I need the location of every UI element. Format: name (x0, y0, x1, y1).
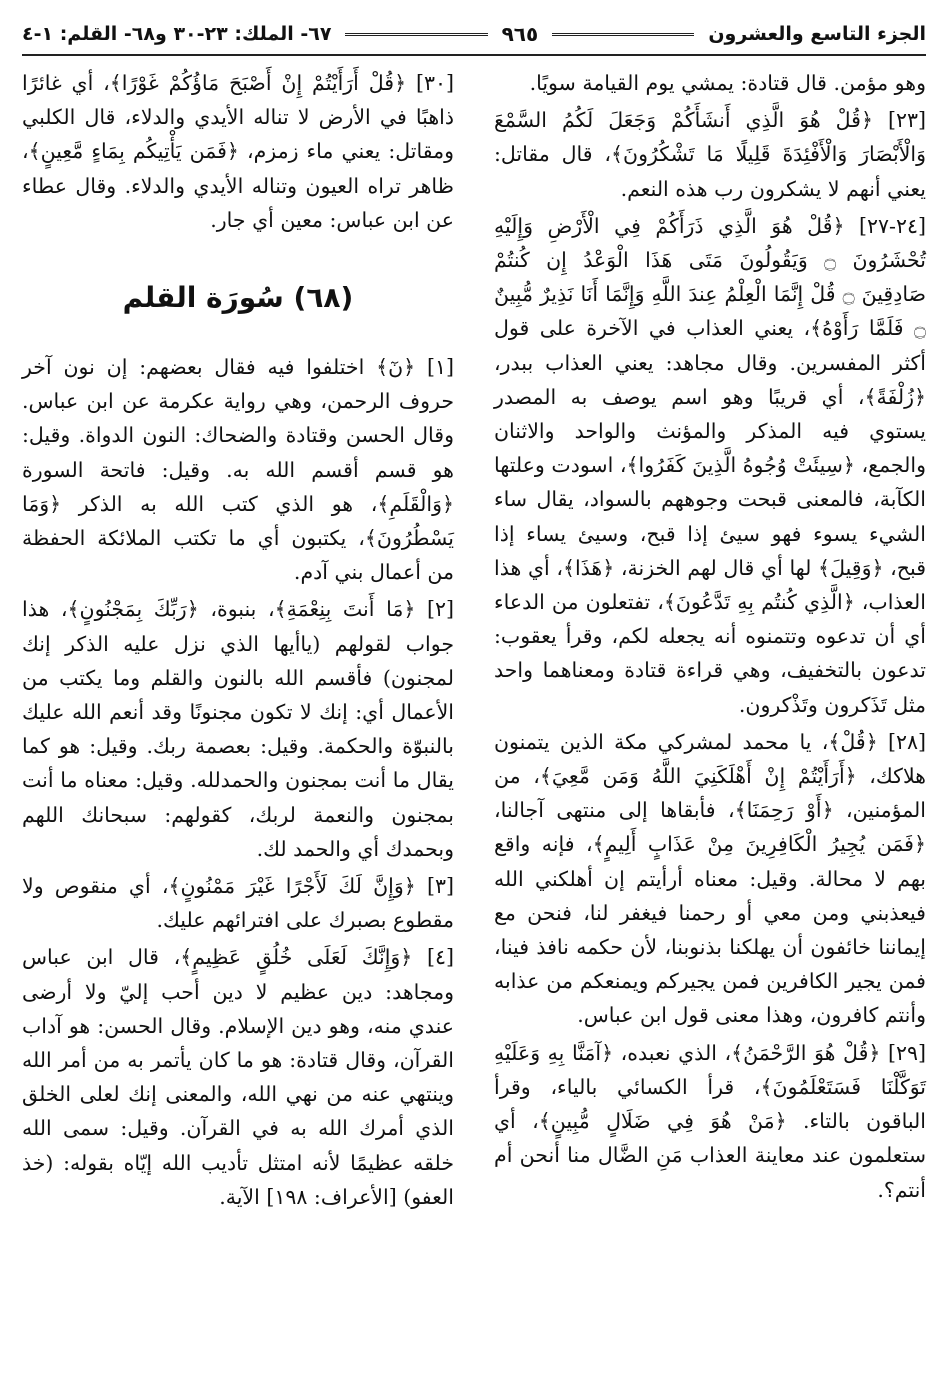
paragraph: وهو مؤمن. قال قتادة: يمشي يوم القيامة سويًا. (529, 71, 926, 95)
paragraph: [٢٤-٢٧] ﴿قُلْ هُوَ الَّذِي ذَرَأَكُمْ فِي الْأَرْضِ وَإِلَيْهِ تُحْشَرُونَ ۝ وَيَقُولُونَ مَتَى هَذَا الْوَعْدُ إِن كُنتُمْ صَادِقِينَ ۝ قُلْ إِنَّمَا الْعِلْمُ عِندَ اللَّهِ وَإِنَّمَا أَنَا نَذِيرٌ مُّبِينٌ ۝ فَلَمَّا رَأَوْهُ﴾، يعني العذاب في الآخرة على قول أكثر المفسرين. وقال مجاهد: يعني العذاب ببدر، ﴿زُلْفَةً﴾، أي قريبًا وهو اسم يوصف به المصدر يستوي فيه المذكر والمؤنث والواحد والاثنان والجمع، ﴿سِيئَتْ وُجُوهُ الَّذِينَ كَفَرُوا﴾، اسودت وعلتها الكآبة، فالمعنى قبحت وجوههم بالسواد، يقال ساء الشيء يسوء فهو سيئ إذا قبح، وسيئ يساء إذا قبح، ﴿وَقِيلَ﴾ لها أي قال لهم الخزنة، ﴿هَذَا﴾، أي هذا العذاب، ﴿الَّذِي كُنتُم بِهِ تَدَّعُونَ﴾، تفتعلون من الدعاء أي أن تدعوه وتتمنوه أنه يجعله لكم، وقرأ يعقوب: تدعون بالتخفيف، وهي قراءة قتادة ومعناهما واحد مثل تَذَكرون وتَذْكرون. (494, 213, 926, 717)
running-header (22, 14, 926, 56)
page-number: ٩٦٥ (501, 22, 539, 46)
text-columns (22, 66, 926, 1366)
surah-title: (٦٨) سُورَة القلم (122, 281, 354, 315)
paragraph: [٤] ﴿وَإِنَّكَ لَعَلَى خُلُقٍ عَظِيمٍ﴾، قال ابن عباس ومجاهد: دين عظيم لا دين أحب إليّ ولا أرضى عندي منه، وهو دين الإسلام. وقال الحسن: هو آداب القرآن، وقال قتادة: هو ما كان يأتمر به من أمر الله وينتهي عنه من نهي الله، والمعنى إنك لعلى الخلق الذي أمرك الله به في القرآن. وقيل: سمى الله خلقه عظيمًا لأنه امتثل تأديب الله إيّاه بقوله: (خذ العفو) [الأعراف: ١٩٨] الآية. (22, 945, 454, 1209)
header-part-title: الجزء التاسع والعشرون (708, 23, 926, 45)
paragraph: [٢٩] ﴿قُلْ هُوَ الرَّحْمَنُ﴾، الذي نعبده، ﴿آمَنَّا بِهِ وَعَلَيْهِ تَوَكَّلْنَا فَسَتَعْلَمُونَ﴾، قرأ الكسائي بالياء، وقرأ الباقون بالتاء. ﴿مَنْ هُوَ فِي ضَلَالٍ مُّبِينٍ﴾، أي ستعلمون عند معاينة العذاب مَنِ الضَّال منا أنحن أم أنتم؟. (494, 1040, 926, 1202)
right-column (494, 66, 926, 1366)
paragraph: [٢] ﴿مَا أَنتَ بِنِعْمَةِ﴾، بنبوة، ﴿رَبِّكَ بِمَجْنُونٍ﴾، هذا جواب لقولهم (ياأيها الذي نزل عليه الذكر إنك لمجنون) فأقسم الله بالنون والقلم وما يكتب من الأعمال أي: إنك لا تكون مجنونًا وقد أنعم الله عليك بالنبوّة والحكمة. وقيل: بعصمة ربك. وقيل: هو كما يقال ما أنت بمجنون والحمدلله. وقيل: معناه ما أنت بمجنون والنعمة لربك، كقولهم: سبحانك اللهم وبحمدك أي والحمد لك. (22, 597, 454, 861)
header-rule-right (552, 33, 694, 36)
paragraph: [٢٨] ﴿قُلْ﴾، يا محمد لمشركي مكة الذين يتمنون هلاكك، ﴿أَرَأَيْتُمْ إِنْ أَهْلَكَنِيَ اللَّهُ وَمَن مَّعِيَ﴾، من المؤمنين، ﴿أَوْ رَحِمَنَا﴾، فأبقاها إلى منتهى آجالنا، ﴿فَمَن يُجِيرُ الْكَافِرِينَ مِنْ عَذَابٍ أَلِيمٍ﴾، فإنه واقع بهم لا محالة. وقيل: معناه أرأيتم إن أهلكني الله فيعذبني ومن معي أو رحمنا فيغفر لنا، فنحن مع إيماننا خائفون أن يهلكنا بذنوبنا، لأن حكمه نافذ فينا، فمن يجير الكافرين فمن يجيركم ويمنعكم من عذابه وأنتم كافرون، وهذا معنى قول ابن عباس. (494, 729, 926, 1028)
header-rule-left (345, 33, 487, 36)
left-column (22, 66, 454, 1366)
header-surah-range: ٦٧- الملك: ٢٣-٣٠ و٦٨- القلم: ١-٤ (21, 23, 332, 45)
paragraph: [١] ﴿نٓ﴾ اختلفوا فيه فقال بعضهم: إن نون آخر حروف الرحمن، وهي رواية عكرمة عن ابن عباس. وقال الحسن وقتادة والضحاك: النون الدواة. وقيل: هو قسم أقسم الله به. وقيل: فاتحة السورة ﴿وَالْقَلَمِ﴾، هو الذي كتب الله به الذكر ﴿وَمَا يَسْطُرُونَ﴾، يكتبون أي ما تكتب الملائكة الحفظة من أعمال بني آدم. (22, 355, 454, 585)
paragraph: [٢٣] ﴿قُلْ هُوَ الَّذِي أَنشَأَكُمْ وَجَعَلَ لَكُمُ السَّمْعَ وَالْأَبْصَارَ وَالْأَفْئِدَةَ قَلِيلًا مَا تَشْكُرُونَ﴾، قال مقاتل: يعني أنهم لا يشكرون رب هذه النعم. (494, 108, 926, 201)
paragraph: [٣٠] ﴿قُلْ أَرَأَيْتُمْ إِنْ أَصْبَحَ مَاؤُكُمْ غَوْرًا﴾، أي غائرًا ذاهبًا في الأرض لا تناله الأيدي والدلاء، قال الكلبي ومقاتل: يعني ماء زمزم، ﴿فَمَن يَأْتِيكُم بِمَاءٍ مَّعِينٍ﴾، ظاهر تراه العيون وتناله الأيدي والدلاء. وقال عطاء عن ابن عباس: معين أي جار. (22, 71, 454, 232)
paragraph: [٣] ﴿وَإِنَّ لَكَ لَأَجْرًا غَيْرَ مَمْنُونٍ﴾، أي منقوص ولا مقطوع بصبرك على افترائهم عليك. (22, 874, 454, 933)
